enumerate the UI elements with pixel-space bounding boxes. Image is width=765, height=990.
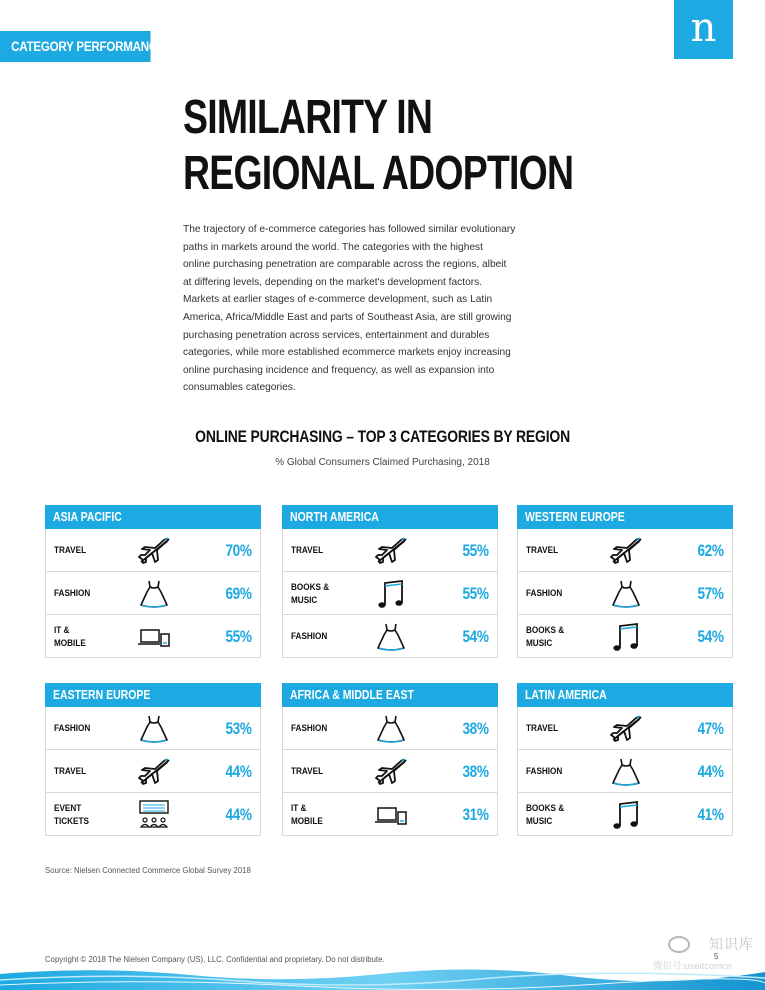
category-row xyxy=(282,572,498,615)
airplane-icon xyxy=(373,756,409,788)
category-row xyxy=(45,615,261,658)
region-name-text: LATIN AMERICA xyxy=(525,688,607,702)
category-percentage-text: 55% xyxy=(225,627,252,646)
category-percentage-text: 41% xyxy=(697,805,724,824)
category-row xyxy=(282,529,498,572)
copyright-note: Copyright © 2018 The Nielsen Company (US), LLC. Confidential and proprietary. Do not distribute. xyxy=(45,955,385,964)
intro-line: consumables categories. xyxy=(183,382,296,394)
category-label xyxy=(291,572,361,615)
dress-icon xyxy=(136,578,172,610)
category-percentage xyxy=(691,615,724,658)
chart-title xyxy=(0,427,765,447)
category-label xyxy=(291,615,361,658)
region-name xyxy=(45,683,261,707)
category-row xyxy=(45,707,261,750)
category-row xyxy=(282,793,498,836)
category-label-text: FASHION xyxy=(291,631,328,642)
category-label-text: BOOKS & MUSIC xyxy=(526,624,565,649)
watermark-title: 知识库 xyxy=(709,936,754,952)
music-note-icon xyxy=(608,621,644,653)
category-row xyxy=(517,572,733,615)
category-label xyxy=(54,615,124,658)
category-row xyxy=(517,750,733,793)
category-label xyxy=(54,529,124,572)
category-label-text: FASHION xyxy=(54,723,91,734)
category-label-text: FASHION xyxy=(291,723,328,734)
dress-icon xyxy=(608,756,644,788)
devices-icon xyxy=(373,799,409,831)
chart-title-text: ONLINE PURCHASING – TOP 3 CATEGORIES BY REGION xyxy=(195,427,570,446)
category-label-text: TRAVEL xyxy=(54,545,87,556)
category-percentage xyxy=(219,572,252,615)
category-percentage-text: 47% xyxy=(697,719,724,738)
region-card xyxy=(282,505,498,658)
wechat-watermark xyxy=(651,932,763,976)
category-label-text: TRAVEL xyxy=(526,723,559,734)
region-name xyxy=(517,505,733,529)
category-row xyxy=(517,707,733,750)
region-name xyxy=(517,683,733,707)
category-label-text: IT & MOBILE xyxy=(291,802,323,827)
category-percentage xyxy=(219,529,252,572)
category-percentage xyxy=(691,529,724,572)
category-percentage-text: 54% xyxy=(697,627,724,646)
category-label-text: BOOKS & MUSIC xyxy=(291,581,330,606)
intro-line: at differing levels, depending on the market's development factors. xyxy=(183,276,483,288)
category-row xyxy=(517,615,733,658)
category-label-text: TRAVEL xyxy=(291,545,324,556)
category-label-text: TRAVEL xyxy=(526,545,559,556)
region-name-text: ASIA PACIFIC xyxy=(53,510,122,524)
intro-line: Markets at earlier stages of e-commerce development, such as Latin xyxy=(183,294,493,306)
music-note-icon xyxy=(373,578,409,610)
category-percentage xyxy=(456,572,489,615)
title-line: SIMILARITY IN xyxy=(183,91,433,144)
category-row xyxy=(517,529,733,572)
category-percentage-text: 54% xyxy=(462,627,489,646)
devices-icon xyxy=(136,621,172,653)
source-note: Source: Nielsen Connected Commerce Global Survey 2018 xyxy=(45,866,251,875)
category-label-text: FASHION xyxy=(526,766,563,777)
event-tickets-icon xyxy=(136,799,172,831)
category-row xyxy=(45,750,261,793)
region-card xyxy=(45,505,261,658)
category-percentage-text: 70% xyxy=(225,541,252,560)
intro-line: paths in markets around the world. The categories with the highest xyxy=(183,241,483,253)
category-label xyxy=(291,750,361,793)
watermark-subtitle: 微信号:useitcomcn xyxy=(653,961,733,972)
category-row xyxy=(282,750,498,793)
category-label xyxy=(54,793,124,836)
title-line: REGIONAL ADOPTION xyxy=(183,147,574,200)
dress-icon xyxy=(373,621,409,653)
category-label xyxy=(526,707,596,750)
region-card xyxy=(282,683,498,836)
category-label xyxy=(291,529,361,572)
category-percentage xyxy=(691,572,724,615)
airplane-icon xyxy=(373,535,409,567)
wechat-icon xyxy=(668,936,690,953)
region-name xyxy=(282,505,498,529)
category-percentage xyxy=(456,750,489,793)
category-label xyxy=(54,750,124,793)
region-name-text: NORTH AMERICA xyxy=(290,510,379,524)
region-name-text: AFRICA & MIDDLE EAST xyxy=(290,688,414,702)
region-card xyxy=(45,683,261,836)
intro-line: America, Africa/Middle East and parts of Southeast Asia, are still growing xyxy=(183,311,512,323)
category-row xyxy=(517,793,733,836)
category-percentage-text: 69% xyxy=(225,584,252,603)
category-percentage xyxy=(456,707,489,750)
page-title xyxy=(183,90,573,202)
region-name xyxy=(45,505,261,529)
category-row xyxy=(282,707,498,750)
category-label xyxy=(526,572,596,615)
nielsen-logo: n xyxy=(674,0,733,59)
category-label xyxy=(54,572,124,615)
category-label xyxy=(526,793,596,836)
category-row xyxy=(45,529,261,572)
category-percentage-text: 31% xyxy=(462,805,489,824)
region-card xyxy=(517,683,733,836)
chart-subtitle: % Global Consumers Claimed Purchasing, 2018 xyxy=(275,457,490,468)
category-label xyxy=(526,750,596,793)
category-label-text: TRAVEL xyxy=(291,766,324,777)
category-label-text: BOOKS & MUSIC xyxy=(526,802,565,827)
category-percentage-text: 44% xyxy=(225,805,252,824)
category-row xyxy=(45,793,261,836)
region-name-text: EASTERN EUROPE xyxy=(53,688,151,702)
music-note-icon xyxy=(608,799,644,831)
intro-line: online purchasing incidence and frequency, as well as expansion into xyxy=(183,364,495,376)
category-row xyxy=(282,615,498,658)
category-label xyxy=(54,707,124,750)
category-row xyxy=(45,572,261,615)
category-percentage-text: 57% xyxy=(697,584,724,603)
page-number: 5 xyxy=(714,952,719,961)
category-percentage xyxy=(691,750,724,793)
intro-line: The trajectory of e-commerce categories has followed similar evolutionary xyxy=(183,224,516,235)
category-percentage xyxy=(219,707,252,750)
region-name xyxy=(282,683,498,707)
category-percentage xyxy=(219,793,252,836)
category-label-text: IT & MOBILE xyxy=(54,624,86,649)
category-percentage-text: 44% xyxy=(225,762,252,781)
region-card xyxy=(517,505,733,658)
intro-line: categories, while more established ecommerce markets enjoy increasing xyxy=(183,347,511,359)
dress-icon xyxy=(608,578,644,610)
region-name-text: WESTERN EUROPE xyxy=(525,510,625,524)
category-percentage-text: 55% xyxy=(462,541,489,560)
category-percentage-text: 62% xyxy=(697,541,724,560)
category-percentage xyxy=(691,707,724,750)
category-percentage-text: 55% xyxy=(462,584,489,603)
intro-paragraph xyxy=(183,221,585,397)
category-label-text: FASHION xyxy=(54,588,91,599)
category-label-text: TRAVEL xyxy=(54,766,87,777)
category-label xyxy=(526,529,596,572)
category-label xyxy=(526,615,596,658)
dress-icon xyxy=(136,713,172,745)
airplane-icon xyxy=(608,535,644,567)
category-percentage xyxy=(219,615,252,658)
airplane-icon xyxy=(136,535,172,567)
category-percentage-text: 44% xyxy=(697,762,724,781)
category-percentage xyxy=(691,793,724,836)
category-percentage-text: 53% xyxy=(225,719,252,738)
category-percentage-text: 38% xyxy=(462,719,489,738)
dress-icon xyxy=(373,713,409,745)
airplane-icon xyxy=(608,713,644,745)
section-tag: CATEGORY PERFORMANCE xyxy=(0,31,151,62)
intro-line: purchasing penetration across services, entertainment and durables xyxy=(183,329,490,341)
airplane-icon xyxy=(136,756,172,788)
category-percentage xyxy=(456,529,489,572)
category-label-text: EVENT TICKETS xyxy=(54,802,89,827)
category-label-text: FASHION xyxy=(526,588,563,599)
category-percentage xyxy=(456,615,489,658)
category-percentage-text: 38% xyxy=(462,762,489,781)
intro-line: online purchasing penetration are comparable across the regions, albeit xyxy=(183,259,507,271)
category-label xyxy=(291,707,361,750)
category-label xyxy=(291,793,361,836)
category-percentage xyxy=(219,750,252,793)
category-percentage xyxy=(456,793,489,836)
